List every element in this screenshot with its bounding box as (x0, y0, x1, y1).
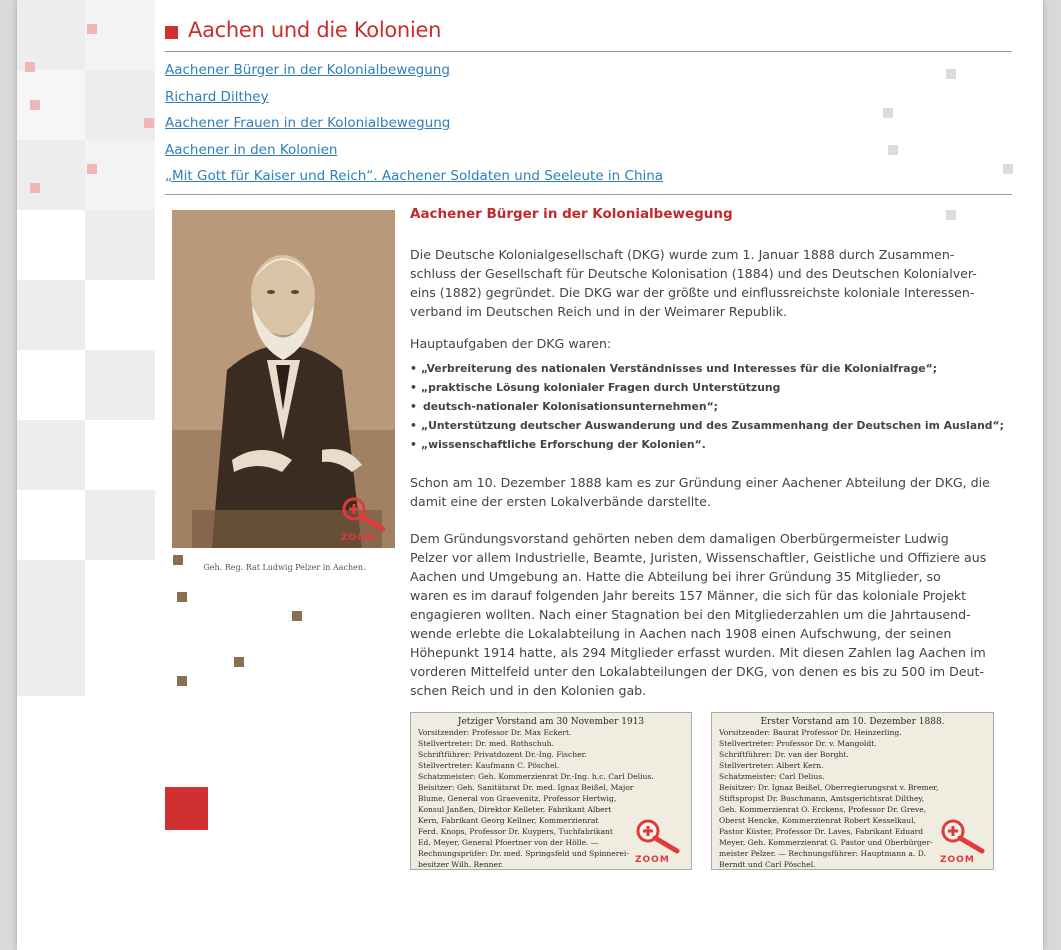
document-line: Stiftspropst Dr. Buschmann, Amtsgerichtsrat Dilthey, (719, 794, 925, 803)
article-heading: Aachener Bürger in der Kolonialbewegung (410, 206, 733, 222)
nav-link-buerger[interactable]: Aachener Bürger in der Kolonialbewegung (165, 62, 450, 78)
document-zoom-button[interactable] (633, 817, 685, 865)
checker-tile (85, 210, 155, 280)
document-line: Ferd. Knops, Professor Dr. Kuypers, Tuchfabrikant (418, 827, 613, 836)
document-line: Stellvertreter: Dr. med. Rothschuh. (418, 739, 554, 748)
page-canvas (17, 0, 1043, 950)
list-item: • „wissenschaftliche Erforschung der Kolonien“. (410, 435, 1004, 454)
document-title: Erster Vorstand am 10. Dezember 1888. (760, 717, 945, 727)
text-line: schen Reich und in den Kolonien gab. (410, 683, 647, 698)
document-line: Beisitzer: Dr. Ignaz Beißel, Oberregierungsrat v. Bremer, (719, 783, 939, 792)
magnifier-plus-icon (339, 495, 391, 533)
zoom-label: ZOOM (940, 855, 975, 865)
decor-square (177, 676, 187, 686)
intro-paragraph (410, 245, 977, 321)
decor-square (30, 100, 40, 110)
document-line: Beisitzer: Geh. Sanitätsrat Dr. med. Ignaz Beißel, Major (418, 783, 634, 792)
text-line: vorderen Mittelfeld unter den Lokalabteilungen der DKG, von denen es bis zu 500 im Deut- (410, 664, 985, 679)
checker-tile (17, 280, 85, 350)
text-line: schluss der Gesellschaft für Deutsche Kolonisation (1884) und des Deutschen Kolonialver- (410, 266, 977, 281)
divider (165, 51, 1012, 52)
document-line: Ed. Meyer, General Pfoertner von der Hölle. — (418, 838, 599, 847)
document-line: Vorsitzender: Professor Dr. Max Eckert. (418, 728, 572, 737)
checker-tile (17, 560, 85, 630)
nav-link-frauen[interactable]: Aachener Frauen in der Kolonialbewegung (165, 115, 451, 131)
decor-square (946, 69, 956, 79)
document-line: Berndt und Carl Pöschel. (719, 860, 816, 869)
decor-square (144, 118, 154, 128)
text-line: engagieren wollten. Nach einer Stagnation bei den Mitgliederzahlen um die Jahrtausend- (410, 607, 971, 622)
document-line: Rechnungsprüfer: Dr. med. Springsfeld und Spinnerei- (418, 849, 629, 858)
checker-tile (85, 70, 155, 140)
document-line: Kern, Fabrikant Georg Kellner, Kommerzienrat (418, 816, 599, 825)
text-line: damit eine der ersten Lokalverbände darstellte. (410, 494, 711, 509)
document-line: besitzer Wilh. Renner. (418, 860, 504, 869)
document-line: Geh. Kommerzienrat O. Erckens, Professor Dr. Greve, (719, 805, 927, 814)
document-line: Meyer, Geh. Kommerzienrat G. Pastor und Oberbürger- (719, 838, 933, 847)
document-line: Pastor Küster, Professor Dr. Laves, Fabrikant Eduard (719, 827, 924, 836)
text-line: waren es im darauf folgenden Jahr bereits 157 Männer, die sich für das koloniale Projekt (410, 588, 967, 603)
text-line: Pelzer vor allem Industrielle, Beamte, Juristen, Wissenschaftler, Geistliche und Offiziere aus (410, 550, 987, 565)
checker-tile (85, 490, 155, 560)
document-line: Vorsitzender: Baurat Professor Dr. Heinzerling. (719, 728, 902, 737)
document-line: Schriftführer: Dr. van der Borght. (719, 750, 849, 759)
text-line: Die Deutsche Kolonialgesellschaft (DKG) wurde zum 1. Januar 1888 durch Zusammen- (410, 247, 955, 262)
checker-tile (85, 140, 155, 210)
decor-square (234, 657, 244, 667)
decor-square (87, 24, 97, 34)
document-line: Schriftführer: Privatdozent Dr.-Ing. Fischer. (418, 750, 587, 759)
founding-paragraph (410, 473, 990, 511)
decor-square (87, 164, 97, 174)
text-line: Dem Gründungsvorstand gehörten neben dem damaligen Oberbürgermeister Ludwig (410, 531, 949, 546)
zoom-label: ZOOM (635, 855, 670, 865)
nav-link-dilthey[interactable]: Richard Dilthey (165, 89, 269, 105)
document-line: meister Pelzer. — Rechnungsführer: Hauptmann a. D. (719, 849, 926, 858)
document-title: Jetziger Vorstand am 30 November 1913 (457, 717, 645, 727)
list-item-continuation: • deutsch-nationaler Kolonisationsunternehmen“; (410, 397, 1004, 416)
document-line: Schatzmeister: Carl Delius. (719, 772, 825, 781)
tasks-list (410, 359, 1004, 454)
board-paragraph (410, 529, 986, 700)
tasks-heading: Hauptaufgaben der DKG waren: (410, 336, 612, 351)
text-line: Höhepunkt 1914 hatte, als 294 Mitglieder erfasst wurden. Mit diesen Zahlen lag Aachen im (410, 645, 986, 660)
checker-tile (85, 350, 155, 420)
document-line: Schatzmeister: Geh. Kommerzienrat Dr.-Ing. h.c. Carl Delius. (418, 772, 654, 781)
list-item: • „Unterstützung deutscher Auswanderung und des Zusammenhang der Deutschen im Ausland“; (410, 416, 1004, 435)
divider (165, 194, 1012, 195)
nav-link-kolonien[interactable]: Aachener in den Kolonien (165, 142, 338, 158)
portrait-zoom-button[interactable] (339, 495, 391, 543)
zoom-label: ZOOM (341, 533, 376, 543)
document-line: Stellvertreter: Kaufmann C. Pöschel. (418, 761, 560, 770)
document-line: Stellvertreter: Albert Kern. (719, 761, 824, 770)
magnifier-plus-icon (633, 817, 685, 855)
portrait-caption: Geh. Reg. Rat Ludwig Pelzer in Aachen. (203, 563, 366, 572)
decor-square (1003, 164, 1013, 174)
title-marker-square (165, 26, 178, 39)
page-title: Aachen und die Kolonien (188, 18, 442, 42)
nav-link-china[interactable]: „Mit Gott für Kaiser und Reich“. Aachener Soldaten und Seeleute in China (165, 168, 664, 184)
document-line: Oberst Hencke, Kommerzienrat Robert Kesselkaul, (719, 816, 917, 825)
list-item: • „praktische Lösung kolonialer Fragen durch Unterstützung (410, 378, 1004, 397)
checker-tile (17, 0, 85, 70)
magnifier-plus-icon (938, 817, 990, 855)
document-vorstand-1913[interactable] (410, 712, 692, 870)
text-line: Aachen und Umgebung an. Hatte die Abteilung bei ihrer Gründung 35 Mitglieder, so (410, 569, 941, 584)
checker-tile (85, 0, 155, 70)
decor-square (883, 108, 893, 118)
document-line: Stellvertreter: Professor Dr. v. Mangoldt. (719, 739, 877, 748)
text-line: Schon am 10. Dezember 1888 kam es zur Gründung einer Aachener Abteilung der DKG, die (410, 475, 990, 490)
portrait-photo[interactable] (172, 210, 395, 548)
decor-square (177, 592, 187, 602)
decor-red-square (165, 787, 208, 830)
text-line: eins (1882) gegründet. Die DKG war der größte und einflussreichste koloniale Interessen- (410, 285, 975, 300)
checker-tile (17, 70, 85, 140)
document-line: Blume, General von Graevenitz, Professor Hertwig, (418, 794, 617, 803)
decor-square (888, 145, 898, 155)
checker-tile (17, 140, 85, 210)
decor-square (292, 611, 302, 621)
document-zoom-button[interactable] (938, 817, 990, 865)
text-line: wende erlebte die Lokalabteilung in Aachen nach 1908 einen Aufschwung, der seinen (410, 626, 952, 641)
decor-square (25, 62, 35, 72)
decor-square (30, 183, 40, 193)
document-line: Konsul Janßen, Direktor Kelleter, Fabrikant Albert (418, 805, 612, 814)
list-item: • „Verbreiterung des nationalen Verständnisses und Interesses für die Kolonialfrage“; (410, 359, 1004, 378)
text-line: verband im Deutschen Reich und in der Weimarer Republik. (410, 304, 788, 319)
checker-tile (17, 420, 85, 490)
decor-square (946, 210, 956, 220)
document-vorstand-1888[interactable] (711, 712, 994, 870)
checker-tile (17, 630, 85, 696)
